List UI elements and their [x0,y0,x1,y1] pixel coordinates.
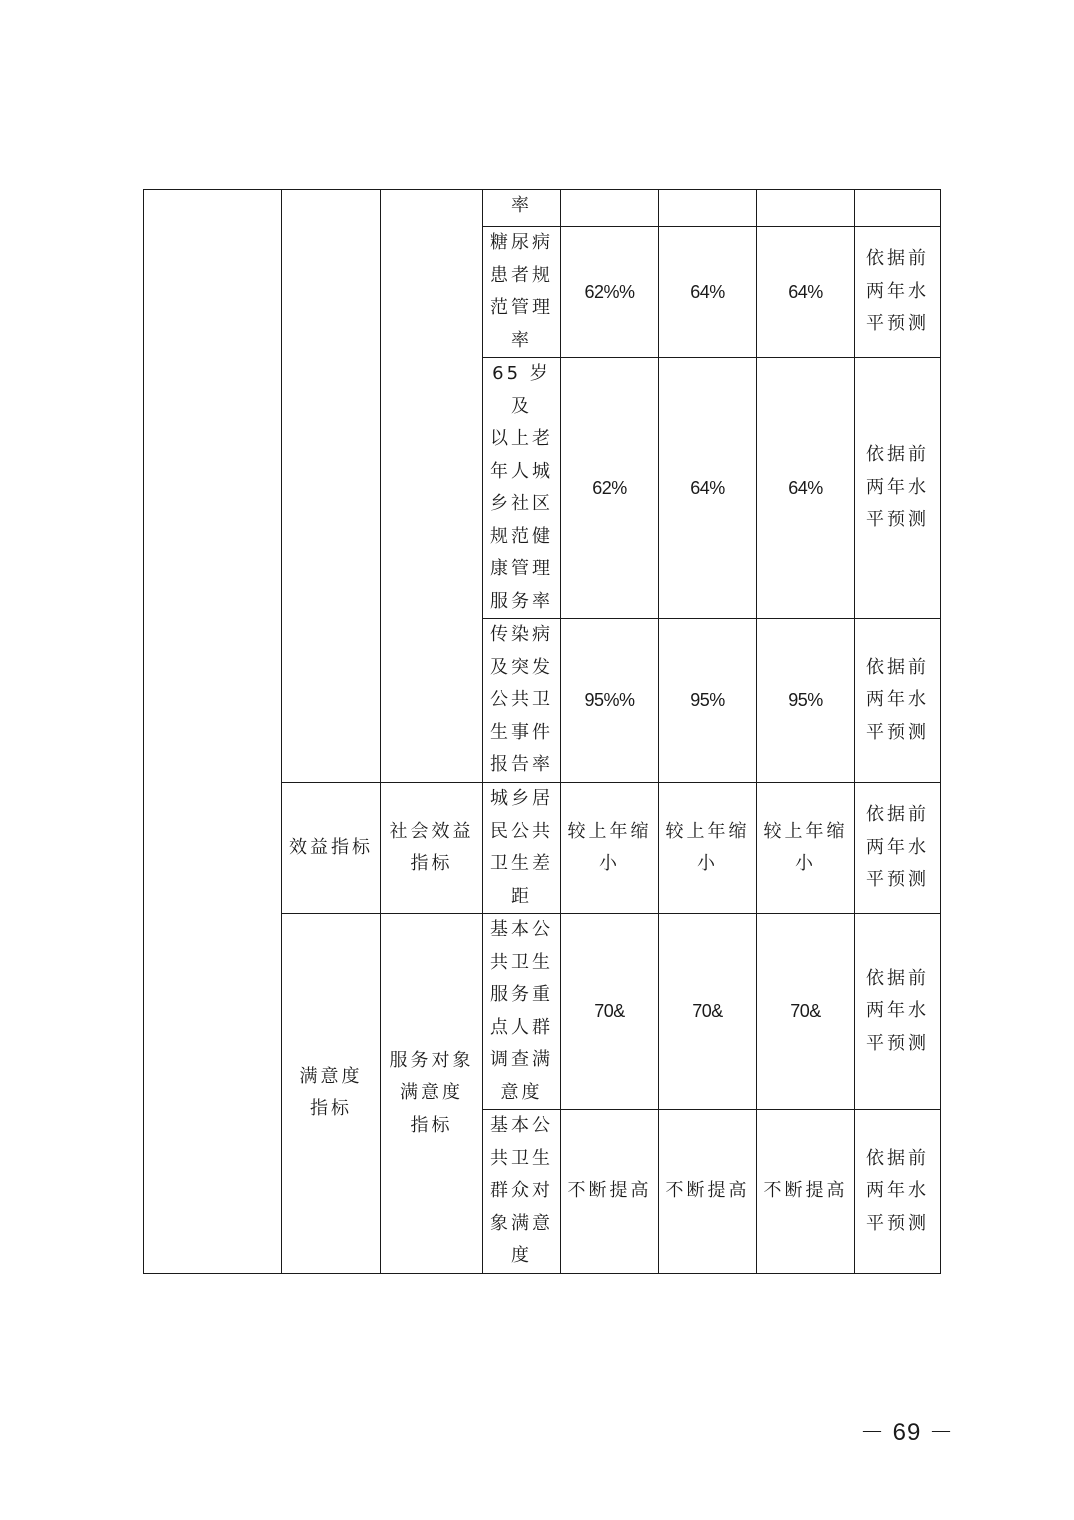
level2-indicator-cell: 社会效益 指标 [381,783,483,914]
value-cell: 较上年缩 小 [757,783,855,914]
indicator-name-cell: 城乡居 民公共 卫生差 距 [483,783,561,914]
indicator-name-cell: 糖尿病 患者规 范管理 率 [483,227,561,358]
value-cell: 较上年缩 小 [561,783,659,914]
blank-level1-cell [282,190,381,783]
basis-cell: 依据前 两年水 平预测 [855,783,941,914]
value-cell [757,190,855,227]
performance-indicator-table [143,189,941,1274]
basis-cell: 依据前 两年水 平预测 [855,358,941,619]
value-cell: 95% [757,619,855,783]
value-cell: 64% [757,227,855,358]
indicator-name-cell: 传染病 及突发 公共卫 生事件 报告率 [483,619,561,783]
level1-indicator-cell: 效益指标 [282,783,381,914]
value-cell: 64% [757,358,855,619]
value-cell: 70& [659,914,757,1110]
value-cell: 不断提高 [561,1110,659,1274]
value-cell: 不断提高 [757,1110,855,1274]
basis-cell [855,190,941,227]
value-cell: 70& [757,914,855,1110]
blank-level2-cell [381,190,483,783]
value-cell: 64% [659,358,757,619]
value-cell [659,190,757,227]
indicator-name-cell: 65 岁及 以上老 年人城 乡社区 规范健 康管理 服务率 [483,358,561,619]
basis-cell: 依据前 两年水 平预测 [855,227,941,358]
level2-indicator-cell: 服务对象 满意度 指标 [381,914,483,1274]
value-cell [561,190,659,227]
value-cell: 95%% [561,619,659,783]
basis-cell: 依据前 两年水 平预测 [855,914,941,1110]
value-cell: 62% [561,358,659,619]
value-cell: 不断提高 [659,1110,757,1274]
value-cell: 较上年缩 小 [659,783,757,914]
value-cell: 95% [659,619,757,783]
table-row [144,190,941,227]
indicator-name-cell: 基本公 共卫生 群众对 象满意 度 [483,1110,561,1274]
page-number: － 69 － [860,1419,955,1446]
indicator-name-cell: 率 [483,190,561,227]
level1-indicator-cell: 满意度 指标 [282,914,381,1274]
value-cell: 62%% [561,227,659,358]
indicator-name-cell: 基本公 共卫生 服务重 点人群 调查满 意度 [483,914,561,1110]
value-cell: 70& [561,914,659,1110]
basis-cell: 依据前 两年水 平预测 [855,1110,941,1274]
value-cell: 64% [659,227,757,358]
basis-cell: 依据前 两年水 平预测 [855,619,941,783]
blank-category-cell [144,190,282,1274]
